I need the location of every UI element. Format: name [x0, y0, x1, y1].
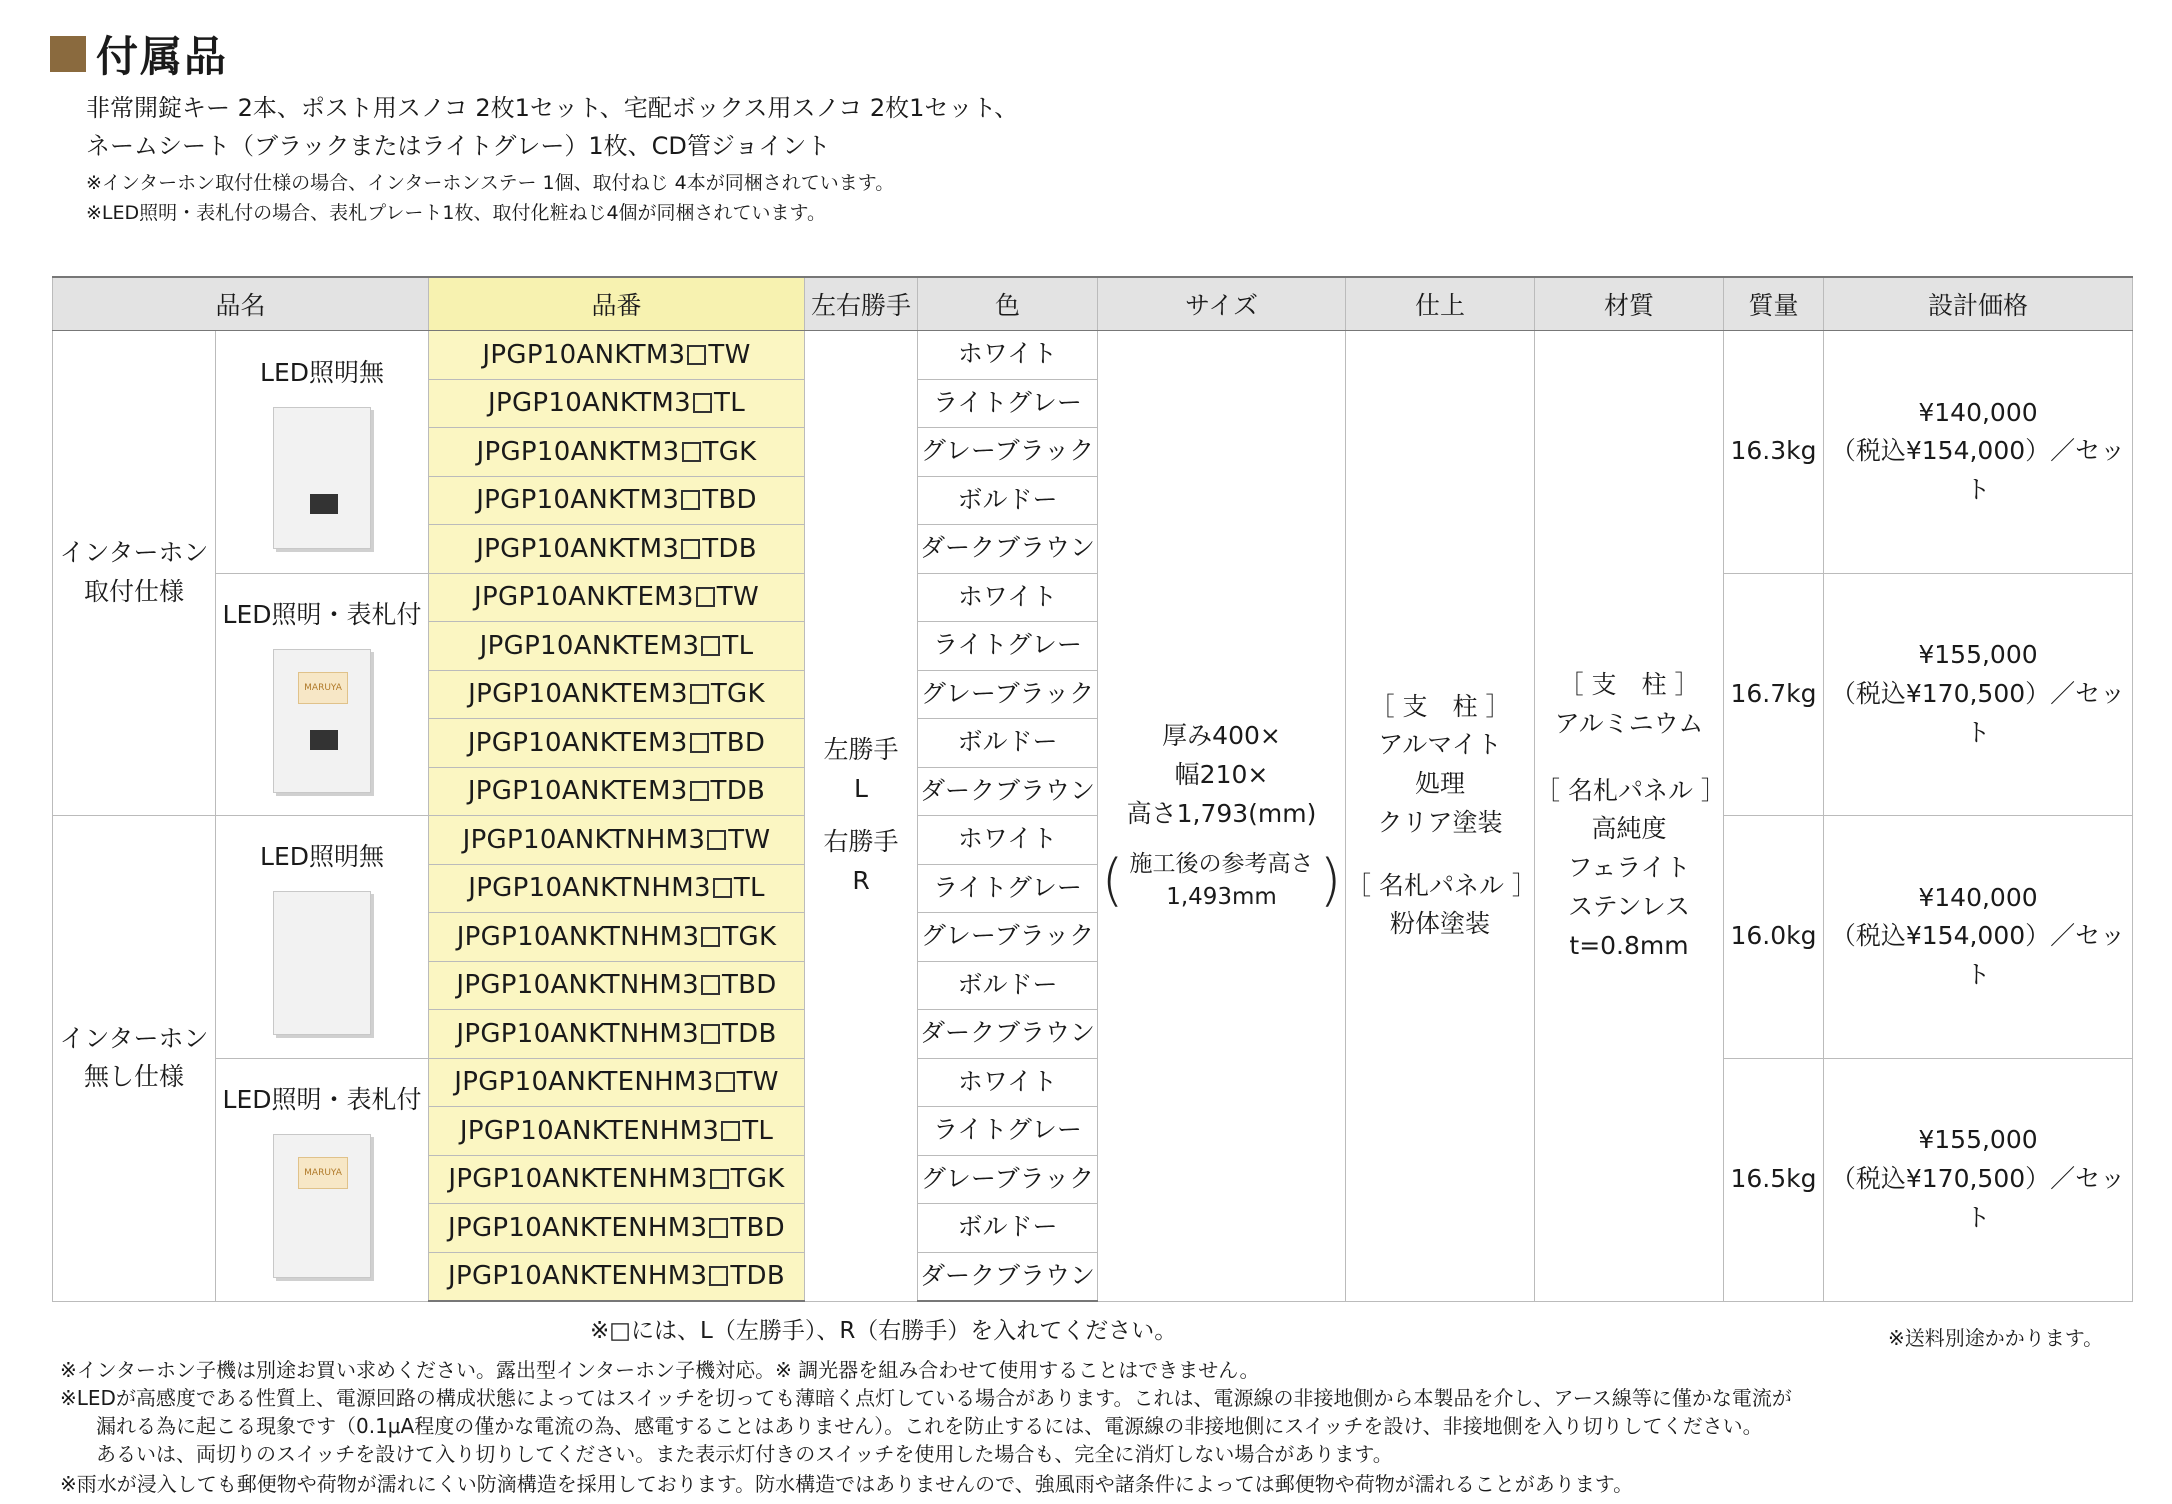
footnote-led-3: あるいは、両切りのスイッチを設けて入り切りしてください。また表示灯付きのスイッチを使用した場合も、完全に消灯しない場合があります。 [96, 1442, 1393, 1466]
left-paren-icon: ( [1101, 847, 1124, 913]
right-paren-icon: ) [1319, 847, 1342, 913]
header-price: 設計価格 [1824, 277, 2133, 331]
product-image [273, 891, 371, 1035]
color-cell: ホワイト [918, 331, 1098, 380]
part-number: JPGP10ANKTEM3 TGK [429, 670, 805, 719]
header-color: 色 [918, 277, 1098, 331]
box-placeholder-icon [693, 393, 712, 413]
accessories-line-2: ネームシート（ブラックまたはライトグレー）1枚、CD管ジョイント [86, 132, 831, 160]
box-placeholder-icon [707, 830, 726, 850]
price-cell [1824, 573, 2133, 816]
color-cell: ライトグレー [918, 622, 1098, 671]
footnote-led-1: ※LEDが高感度である性質上、電源回路の構成状態によってはスイッチを切っても薄暗く点灯している場合があります。これは、電源線の非接地側から本製品を介し、アース線等に僅かな電流が [60, 1386, 1792, 1410]
part-number: JPGP10ANKTEM3 TBD [429, 719, 805, 768]
part-number: JPGP10ANKTENHM3 TBD [429, 1204, 805, 1253]
color-cell: ダークブラウン [918, 525, 1098, 574]
part-number: JPGP10ANKTEM3 TL [429, 622, 805, 671]
color-cell: グレーブラック [918, 913, 1098, 962]
section-header [50, 24, 228, 84]
box-placeholder-icon [721, 1121, 740, 1141]
intercom-mount-icon [310, 730, 338, 750]
header-part-number: 品番 [429, 277, 805, 331]
box-placeholder-icon [701, 975, 720, 995]
color-cell: グレーブラック [918, 670, 1098, 719]
box-placeholder-icon [701, 927, 720, 947]
group-label-line: インターホン [59, 1023, 209, 1053]
price-tax: （税込¥170,500）／セット [1830, 678, 2126, 747]
color-cell: ホワイト [918, 1058, 1098, 1107]
part-number: JPGP10ANKTNHM3 TGK [429, 913, 805, 962]
color-cell: ボルドー [918, 961, 1098, 1010]
price-cell [1824, 816, 2133, 1059]
color-cell: グレーブラック [918, 428, 1098, 477]
color-cell: ホワイト [918, 816, 1098, 865]
color-cell: ダークブラウン [918, 767, 1098, 816]
price: ¥155,000 [1918, 640, 2038, 670]
product-image [273, 649, 371, 793]
color-cell: ライトグレー [918, 379, 1098, 428]
material-cell: ［ 支 柱 ］ アルミニウム ［ 名札パネル ］ 高純度 フェライト ステンレス t=0.8mm [1535, 331, 1724, 1302]
box-placeholder-icon [681, 539, 700, 559]
color-cell: グレーブラック [918, 1155, 1098, 1204]
part-number: JPGP10ANKTNHM3 TBD [429, 961, 805, 1010]
subgroup-cell [216, 331, 429, 574]
box-placeholder-icon [690, 733, 709, 753]
color-cell: ボルドー [918, 1204, 1098, 1253]
color-cell: ライトグレー [918, 864, 1098, 913]
hand-cell [805, 331, 918, 1302]
header-finish: 仕上 [1346, 277, 1535, 331]
subgroup-label: LED照明無 [260, 358, 384, 388]
part-number: JPGP10ANKTNHM3 TL [429, 864, 805, 913]
weight-cell: 16.3kg [1724, 331, 1824, 574]
header-hand: 左右勝手 [805, 277, 918, 331]
subgroup-label: LED照明・表札付 [222, 1085, 422, 1115]
color-cell: ボルドー [918, 476, 1098, 525]
part-number: JPGP10ANKTM3 TW [429, 331, 805, 380]
box-placeholder-icon [701, 1024, 720, 1044]
product-image [273, 407, 371, 549]
finish-cell: ［ 支 柱 ］ アルマイト 処理 クリア塗装 ［ 名札パネル ］ 粉体塗装 [1346, 331, 1535, 1302]
box-placeholder-icon [713, 878, 732, 898]
part-number: JPGP10ANKTM3 TBD [429, 476, 805, 525]
box-placeholder-icon [681, 490, 700, 510]
part-number: JPGP10ANKTM3 TDB [429, 525, 805, 574]
intercom-mount-icon [310, 494, 338, 514]
group-label-line: 無し仕様 [83, 1062, 184, 1092]
accessories-note-intercom: ※インターホン取付仕様の場合、インターホンステー 1個、取付ねじ 4本が同梱されています。 [86, 172, 895, 194]
price: ¥140,000 [1918, 882, 2038, 912]
box-placeholder-icon [701, 636, 720, 656]
color-cell: ライトグレー [918, 1107, 1098, 1156]
footnote-intercom: ※インターホン子機は別途お買い求めください。露出型インターホン子機対応。※ 調光器を組み合わせて使用することはできません。 [60, 1358, 1260, 1382]
price: ¥155,000 [1918, 1125, 2038, 1155]
part-number: JPGP10ANKTENHM3 TL [429, 1107, 805, 1156]
box-placeholder-icon [687, 345, 706, 365]
table-row [53, 573, 2133, 622]
part-number: JPGP10ANKTENHM3 TGK [429, 1155, 805, 1204]
section-title: 付属品 [96, 32, 229, 81]
part-number: JPGP10ANKTM3 TL [429, 379, 805, 428]
hand-left: 左勝手 [823, 735, 899, 765]
part-number: JPGP10ANKTEM3 TW [429, 573, 805, 622]
subgroup-cell [216, 573, 429, 816]
color-cell: ダークブラウン [918, 1010, 1098, 1059]
footnote-rain: ※雨水が浸入しても郵便物や荷物が濡れにくい防滴構造を採用しております。防水構造ではありませんので、強風雨や諸条件によっては郵便物や荷物が濡れることがあります。 [60, 1472, 1634, 1496]
hand-right: 右勝手 [823, 826, 899, 856]
header-material: 材質 [1535, 277, 1724, 331]
group-label-line: インターホン [59, 538, 209, 568]
color-cell: ボルドー [918, 719, 1098, 768]
box-placeholder-icon [690, 684, 709, 704]
hand-left-code: L [854, 774, 868, 803]
reference-height: ( 施工後の参考高さ 1,493mm ) [1101, 847, 1342, 913]
table-header-row [53, 277, 2133, 331]
group-label-intercom [53, 331, 216, 816]
box-placeholder-icon [716, 1072, 735, 1092]
subgroup-label: LED照明無 [260, 842, 384, 872]
header-weight: 質量 [1724, 277, 1824, 331]
nameplate: MARUYA [298, 1157, 348, 1189]
price: ¥140,000 [1918, 397, 2038, 427]
part-number: JPGP10ANKTNHM3 TDB [429, 1010, 805, 1059]
box-placeholder-icon [682, 442, 701, 462]
table-row [53, 816, 2133, 865]
table-row [53, 331, 2133, 380]
size-cell: 厚み400× 幅210× 高さ1,793(mm) ( 施工後の参考高さ 1,493mm ) [1098, 331, 1346, 1302]
part-number: JPGP10ANKTENHM3 TDB [429, 1252, 805, 1301]
part-number: JPGP10ANKTM3 TGK [429, 428, 805, 477]
weight-cell: 16.7kg [1724, 573, 1824, 816]
header-name: 品名 [53, 277, 429, 331]
footnote-led-2: 漏れる為に起こる現象です（0.1μA程度の僅かな電流の為、感電することはありません）。これを防止するには、電源線の非接地側にスイッチを設け、非接地側を入り切りしてください。 [96, 1414, 1763, 1438]
subgroup-label: LED照明・表札付 [222, 599, 422, 629]
box-placeholder-icon [709, 1218, 728, 1238]
price-tax: （税込¥170,500）／セット [1830, 1164, 2126, 1232]
subgroup-cell [216, 816, 429, 1059]
accessories-line-1: 非常開錠キー 2本、ポスト用スノコ 2枚1セット、宅配ボックス用スノコ 2枚1セット、 [86, 94, 1019, 122]
box-placeholder-note: ※□には、L（左勝手）、R（右勝手）を入れてください。 [590, 1318, 1178, 1344]
hand-right-code: R [852, 865, 870, 895]
part-number: JPGP10ANKTEM3 TDB [429, 767, 805, 816]
weight-cell: 16.5kg [1724, 1058, 1824, 1301]
nameplate: MARUYA [298, 672, 348, 704]
price-tax: （税込¥154,000）／セット [1830, 436, 2126, 505]
price-tax: （税込¥154,000）／セット [1830, 921, 2126, 990]
part-number: JPGP10ANKTENHM3 TW [429, 1058, 805, 1107]
color-cell: ダークブラウン [918, 1252, 1098, 1301]
price-cell [1824, 331, 2133, 574]
table-row [53, 1058, 2133, 1107]
product-image [273, 1134, 371, 1278]
square-bullet-icon [50, 36, 86, 72]
subgroup-cell [216, 1058, 429, 1301]
box-placeholder-icon [710, 1169, 729, 1189]
box-placeholder-icon [696, 587, 715, 607]
color-cell: ホワイト [918, 573, 1098, 622]
header-size: サイズ [1098, 277, 1346, 331]
accessories-note-led: ※LED照明・表札付の場合、表札プレート1枚、取付化粧ねじ4個が同梱されています。 [86, 202, 827, 224]
spec-table [52, 276, 2133, 1302]
box-placeholder-icon [690, 781, 709, 801]
group-label-line: 取付仕様 [83, 577, 184, 606]
part-number: JPGP10ANKTNHM3 TW [429, 816, 805, 865]
weight-cell: 16.0kg [1724, 816, 1824, 1059]
price-cell [1824, 1058, 2133, 1301]
group-label-no-intercom [53, 816, 216, 1302]
box-placeholder-icon [709, 1266, 728, 1286]
shipping-note: ※送料別途かかります。 [1888, 1326, 2104, 1350]
